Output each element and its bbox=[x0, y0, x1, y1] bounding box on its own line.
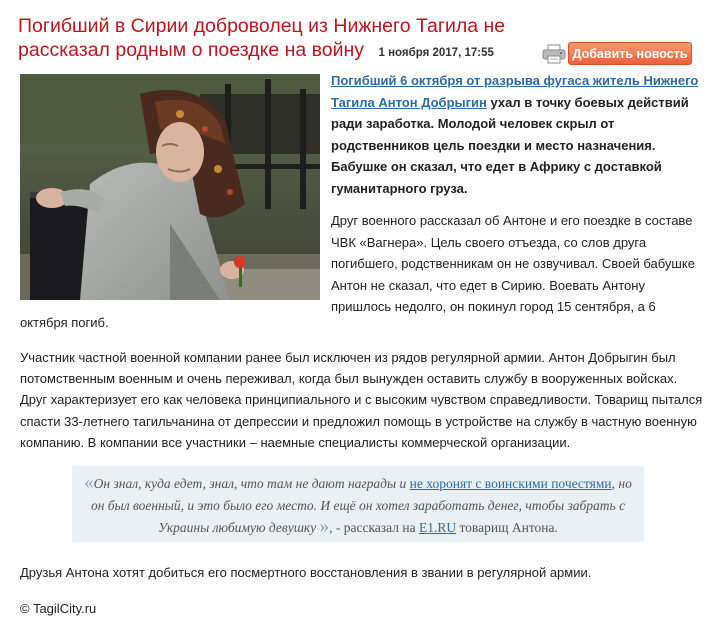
quote-text-after-link: , но он был военный, и это было его место. И ещё он хотел заработать денег, чтобы забрать с Украины любимую девушку bbox=[90, 476, 632, 535]
quote-close-mark: » bbox=[319, 516, 330, 537]
article-date: 1 ноября 2017, 17:55 bbox=[378, 47, 494, 59]
paragraph-3: Друзья Антона хотят добиться его посмертного восстановления в звании в регулярной армии. bbox=[20, 565, 592, 580]
article-title: Погибший в Сирии доброволец из Нижнего Тагила не рассказал родным о поездке на войну bbox=[18, 15, 506, 61]
source-credit: © TagilCity.ru bbox=[20, 601, 97, 616]
quote-block bbox=[72, 466, 644, 542]
quote-link[interactable]: не хоронят с воинскими почестями bbox=[409, 476, 612, 491]
paragraph-2: Участник частной военной компании ранее был исключен из рядов регулярной армии. Антон Добрыгин был потомственным военным и очень переживал, когда был вынужден оставить службу в вооруженных войсках. Друг характеризует его как человека принципиального и с высоким чувством справедливости. Товарищ пытался спасти 33-летнего тагильчанина от депрессии и предложил помощь в устройстве на службу в частную военную компанию. В компании все участники – наемные специалисты коммерческой организации. bbox=[20, 350, 703, 450]
quote-attribution-after: товарищ Антона. bbox=[456, 520, 558, 535]
quote-text-before-link: Он знал, куда едет, знал, что там не дают награды и bbox=[93, 476, 410, 491]
add-news-button[interactable]: Добавить новость bbox=[568, 42, 692, 65]
quote-attribution-before: , - рассказал на bbox=[329, 520, 419, 535]
printer-icon[interactable] bbox=[541, 44, 567, 64]
quote-open-mark: « bbox=[84, 472, 94, 493]
quote-source-link[interactable]: E1.RU bbox=[418, 520, 457, 535]
article-lead bbox=[331, 70, 699, 199]
article-photo bbox=[20, 74, 320, 300]
paragraph-1: Друг военного рассказал об Антоне и его поездке в составе ЧВК «Вагнера». Цель своего отъезда, со слов друга погибшего, родственникам он не озвучивал. Своей бабушке Антон не сказал, что едет в Сирию. Воевать Антону пришлось недолго, он покинул город 15 сентября, а 6 bbox=[331, 213, 695, 314]
lead-text: ухал в точку боевых действий ради заработка. Молодой человек скрыл от родственников цель поездки и место назначения. Бабушке он сказал, что едет в Африку с доставкой гуманитарного груза. bbox=[331, 94, 689, 196]
article-header bbox=[18, 14, 578, 62]
paragraph-1-continuation: октября погиб. bbox=[20, 315, 109, 330]
lead-link[interactable]: Погибший 6 октября от разрыва фугаса житель Нижнего Тагила Антон Добрыгин bbox=[331, 73, 699, 110]
